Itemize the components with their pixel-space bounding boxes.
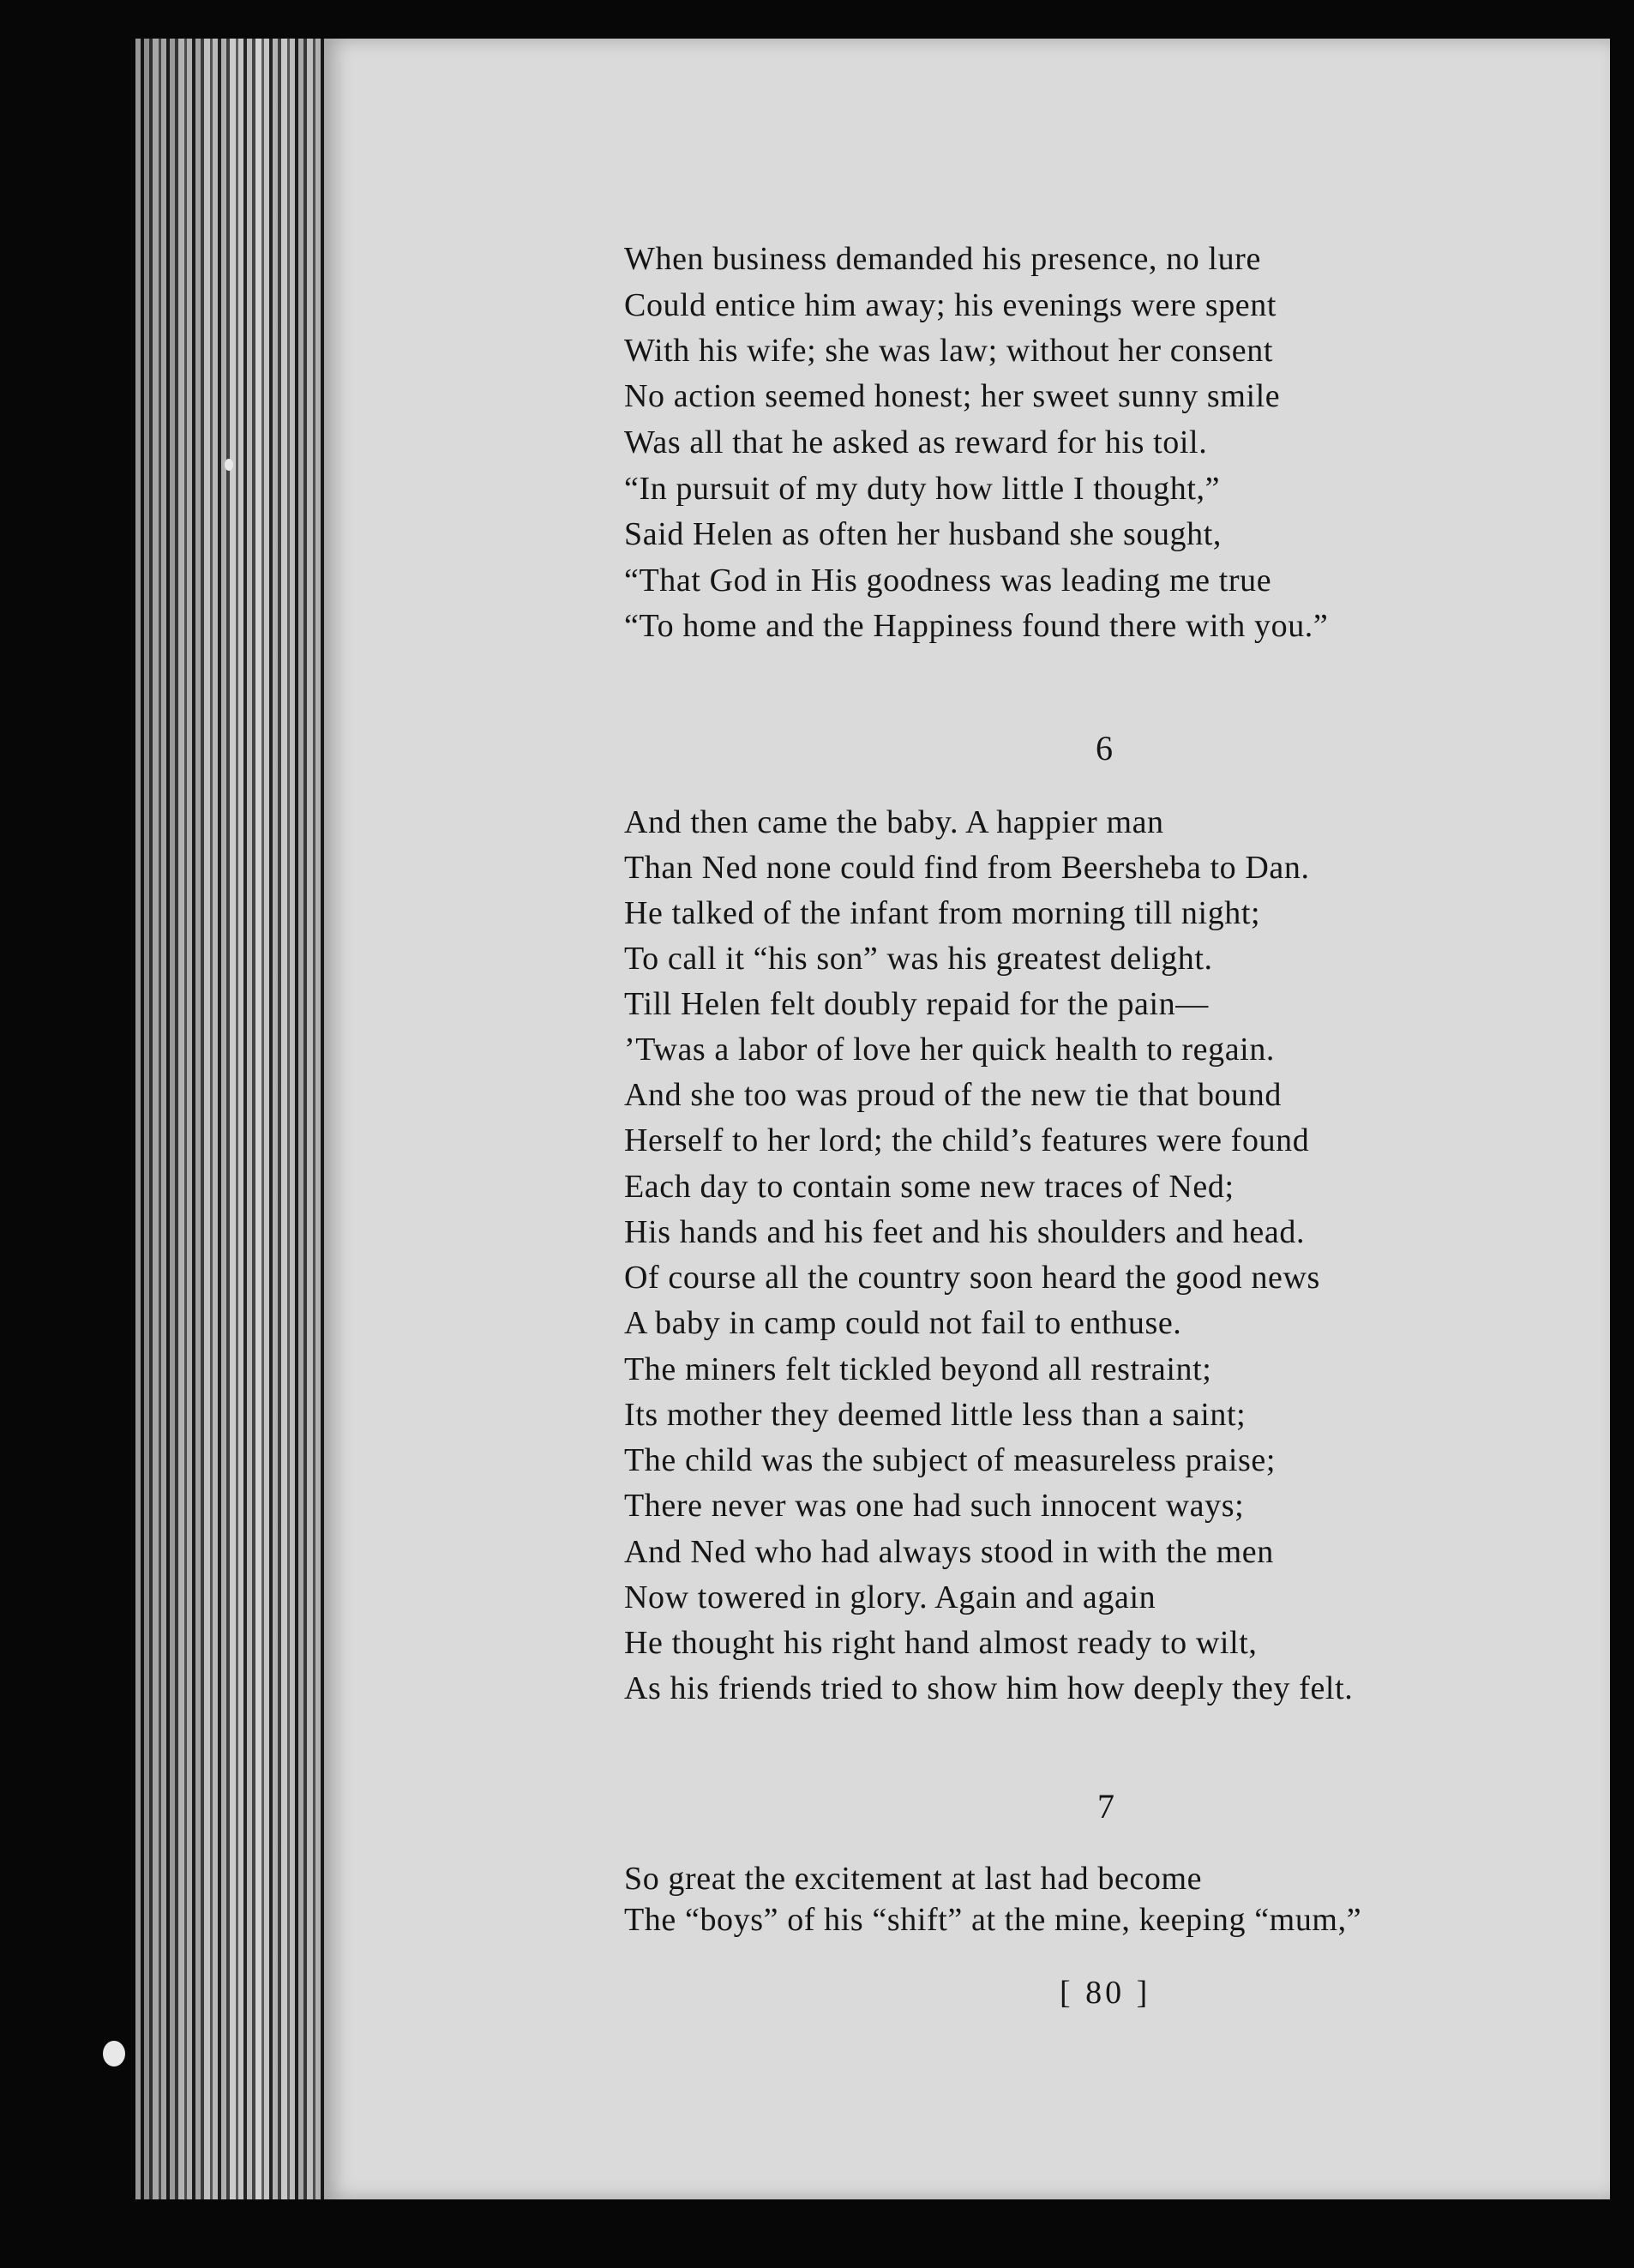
poem-line: Than Ned none could find from Beersheba to Dan.	[624, 850, 1310, 886]
poem-line: “In pursuit of my duty how little I thought,”	[624, 471, 1221, 507]
poem-line: Herself to her lord; the child’s features were found	[624, 1122, 1310, 1158]
poem-line: Of course all the country soon heard the good news	[624, 1260, 1320, 1296]
poem-line: To call it “his son” was his greatest delight.	[624, 941, 1213, 977]
poem-line: His hands and his feet and his shoulders and head.	[624, 1214, 1306, 1250]
page-number: [ 80 ]	[1060, 1975, 1151, 2011]
poem-line: Could entice him away; his evenings were spent	[624, 287, 1277, 323]
poem-line: The child was the subject of measureless praise;	[624, 1442, 1277, 1478]
page-edges	[135, 39, 333, 2199]
poem-line: “That God in His goodness was leading me true	[624, 562, 1272, 599]
poem-line: And she too was proud of the new tie that bound	[624, 1077, 1282, 1113]
poem-line: The “boys” of his “shift” at the mine, keeping “mum,”	[624, 1902, 1362, 1938]
poem-line: Each day to contain some new traces of Ned;	[624, 1169, 1235, 1205]
poem-line: Was all that he asked as reward for his toil.	[624, 424, 1208, 460]
poem-line: He talked of the infant from morning till night;	[624, 895, 1261, 931]
stanza-number: 7	[1097, 1787, 1114, 1826]
poem-line: ’Twas a labor of love her quick health to regain.	[624, 1032, 1276, 1068]
stanza-number: 6	[1096, 729, 1113, 767]
poem-line: No action seemed honest; her sweet sunny smile	[624, 378, 1281, 414]
poem-line: A baby in camp could not fail to enthuse.	[624, 1305, 1182, 1341]
poem-line: Till Helen felt doubly repaid for the pain—	[624, 986, 1209, 1022]
poem-line: The miners felt tickled beyond all restraint;	[624, 1351, 1212, 1387]
poem-line: When business demanded his presence, no lure	[624, 241, 1261, 277]
poem-line: Said Helen as often her husband she sought,	[624, 516, 1222, 552]
poem-line: Now towered in glory. Again and again	[624, 1579, 1156, 1615]
scan-speck	[103, 2041, 125, 2066]
poem-line: “To home and the Happiness found there with you.”	[624, 608, 1329, 644]
poem-line: So great the excitement at last had become	[624, 1861, 1203, 1897]
poem-line: There never was one had such innocent ways;	[624, 1488, 1245, 1524]
poem-line: He thought his right hand almost ready to wilt,	[624, 1625, 1258, 1661]
poem-line: Its mother they deemed little less than a saint;	[624, 1397, 1247, 1433]
poem-line: And then came the baby. A happier man	[624, 804, 1164, 840]
scan-speck	[225, 459, 233, 471]
poem-line: And Ned who had always stood in with the men	[624, 1534, 1274, 1570]
poem-line: With his wife; she was law; without her consent	[624, 333, 1273, 369]
poem-line: As his friends tried to show him how deeply they felt.	[624, 1670, 1354, 1706]
